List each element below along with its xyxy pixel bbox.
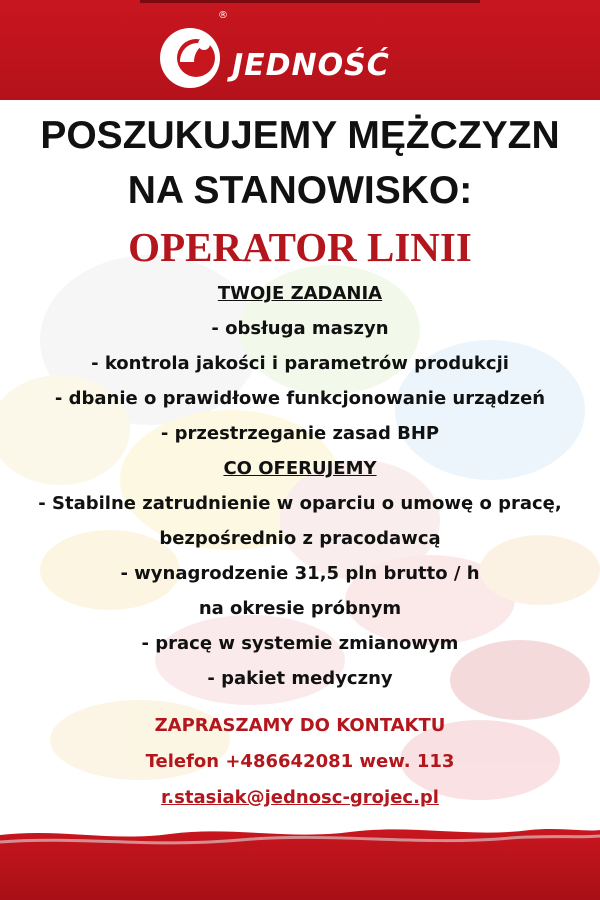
offer-item: bezpośrednio z pracodawcą: [159, 528, 441, 549]
task-item: - obsługa maszyn: [211, 318, 389, 339]
headline-line-1: POSZUKUJEMY MĘŻCZYZN: [40, 114, 560, 157]
footer-wave: [0, 820, 600, 900]
offer-title: CO OFERUJEMY: [223, 458, 377, 479]
tasks-title: TWOJE ZADANIA: [217, 283, 383, 304]
task-item: - przestrzeganie zasad BHP: [160, 423, 440, 444]
brand-name: JEDNOŚĆ: [232, 48, 390, 83]
offer-item: - pracę w systemie zmianowym: [141, 633, 459, 654]
headline-line-2: NA STANOWISKO:: [127, 169, 473, 212]
header-top-line: [140, 0, 480, 3]
offer-item: na okresie próbnym: [198, 598, 402, 619]
offer-item: - wynagrodzenie 31,5 pln brutto / h: [120, 563, 480, 584]
offer-item: - Stabilne zatrudnienie w oparciu o umowę o pracę,: [38, 493, 562, 514]
brand-logo: [158, 12, 448, 92]
position-title: OPERATOR LINII: [128, 224, 472, 270]
task-item: - dbanie o prawidłowe funkcjonowanie urządzeń: [54, 388, 546, 409]
logo-swirl-icon: [158, 22, 226, 90]
contact-invite: ZAPRASZAMY DO KONTAKTU: [154, 715, 446, 736]
offer-item: - pakiet medyczny: [207, 668, 393, 689]
registered-mark: ®: [218, 10, 228, 21]
header-banner: [0, 0, 600, 100]
contact-phone: Telefon +486642081 wew. 113: [145, 751, 455, 772]
task-item: - kontrola jakości i parametrów produkcji: [91, 353, 509, 374]
contact-email-link[interactable]: r.stasiak@jednosc-grojec.pl: [161, 787, 439, 808]
job-ad-content: [0, 100, 600, 816]
